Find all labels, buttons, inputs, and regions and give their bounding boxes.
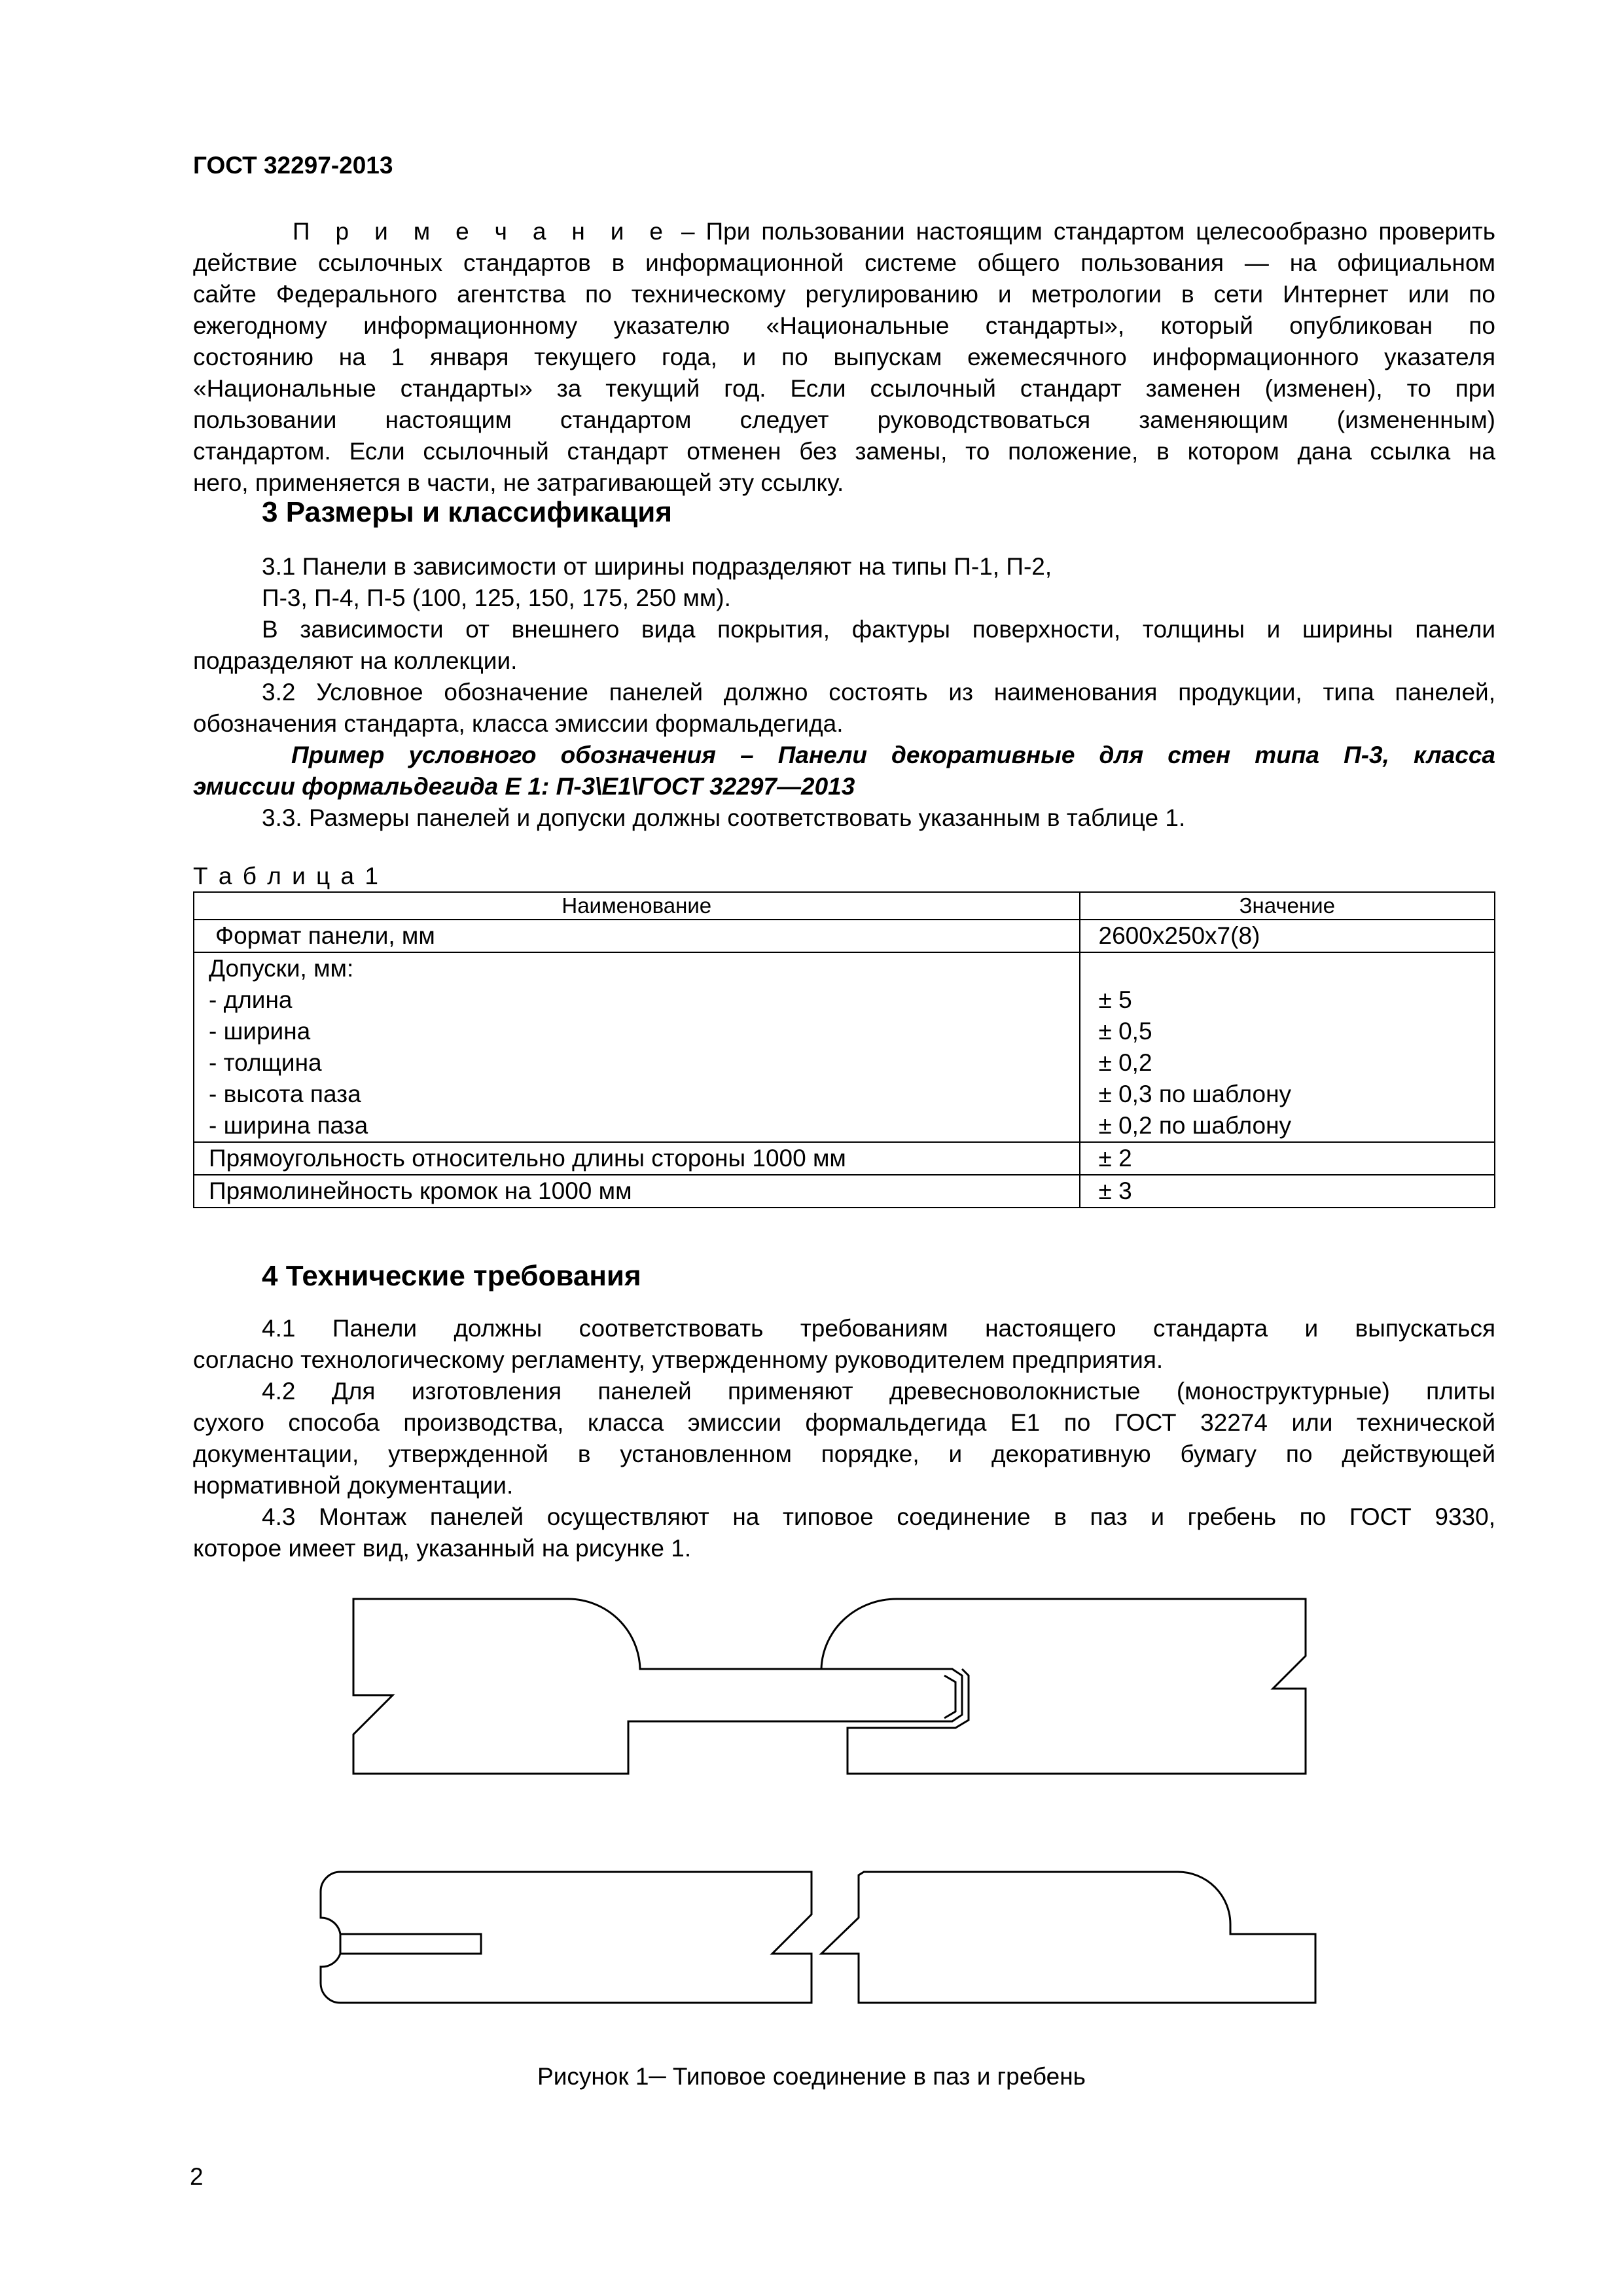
figure-caption: Рисунок 1─ Типовое соединение в паз и гребень [537, 2063, 1086, 2090]
bottom-left-panel [321, 1872, 812, 2003]
note-line-5: состоянию на 1 января текущего года, и по выпускам ежемесячного информационного указателя [193, 344, 1495, 370]
paragraph-4-3-line-2: которое имеет вид, указанный на рисунке 1. [193, 1535, 692, 1562]
document-header: ГОСТ 32297-2013 [193, 152, 393, 179]
paragraph-3-1b-line-1: В зависимости от внешнего вида покрытия, фактуры поверхности, толщины и ширины панели [262, 616, 1495, 643]
table-caption: Т а б л и ц а 1 [193, 863, 380, 889]
paragraph-4-1-line-2: согласно технологическому регламенту, утвержденному руководителем предприятия. [193, 1346, 1164, 1373]
note-line-9: него, применяется в части, не затрагивающей эту ссылку. [193, 469, 844, 496]
paragraph-3-1-line-2: П-3, П-4, П-5 (100, 125, 150, 175, 250 мм). [262, 584, 731, 611]
note-line-4: ежегодному информационному указателю «Национальные стандарты», который опубликован по [193, 312, 1495, 339]
note-line-1: П р и м е ч а н и е – При пользовании настоящим стандартом целесообразно проверить [293, 218, 1496, 245]
table-cell-value: 2600х250х7(8) [1080, 920, 1495, 952]
note-line-2: действие ссылочных стандартов в информационной системе общего пользования — на официальном [193, 249, 1495, 276]
table-cell-name: Допуски, мм: - длина - ширина - толщина - высота паза - ширина паза [194, 952, 1080, 1142]
table-cell-value: ± 2 [1080, 1142, 1495, 1175]
paragraph-4-2-line-4: нормативной документации. [193, 1472, 514, 1499]
table-cell-name: Прямолинейность кромок на 1000 мм [194, 1175, 1080, 1208]
note-line-3: сайте Федерального агентства по техническому регулированию и метрологии в сети Интернет или по [193, 281, 1495, 308]
paragraph-4-2-line-3: документации, утвержденной в установленном порядке, и декоративную бумагу по действующей [193, 1441, 1495, 1467]
paragraph-4-2-line-2: сухого способа производства, класса эмиссии формальдегида Е1 по ГОСТ 32274 или технической [193, 1409, 1495, 1436]
bottom-right-panel [821, 1872, 1315, 2003]
table-header-name: Наименование [194, 892, 1080, 920]
table-cell-value: ± 5 ± 0,5 ± 0,2 ± 0,3 по шаблону ± 0,2 по шаблону [1080, 952, 1495, 1142]
top-left-panel [353, 1599, 962, 1774]
note-line-6: «Национальные стандарты» за текущий год. Если ссылочный стандарт заменен (изменен), то при [193, 375, 1495, 402]
note-line-8: стандартом. Если ссылочный стандарт отменен без замены, то положение, в котором дана ссылка на [193, 438, 1495, 465]
top-right-panel [821, 1599, 1306, 1774]
paragraph-3-2-line-2: обозначения стандарта, класса эмиссии формальдегида. [193, 710, 844, 737]
tongue-inner-edge [944, 1676, 955, 1718]
example-line-1: Пример условного обозначения – Панели декоративные для стен типа П-3, класса [291, 742, 1495, 768]
paragraph-4-2-line-1: 4.2 Для изготовления панелей применяют древесноволокнистые (моноструктурные) плиты [262, 1378, 1495, 1405]
paragraph-4-1-line-1: 4.1 Панели должны соответствовать требованиям настоящего стандарта и выпускаться [262, 1315, 1495, 1342]
note-label: П р и м е ч а н и е [293, 218, 671, 245]
bottom-left-groove [340, 1934, 481, 1954]
table-cell-name: Формат панели, мм [194, 920, 1080, 952]
paragraph-3-1-line-1: 3.1 Панели в зависимости от ширины подразделяют на типы П-1, П-2, [262, 553, 1052, 580]
table-cell-value: ± 3 [1080, 1175, 1495, 1208]
paragraph-4-3-line-1: 4.3 Монтаж панелей осуществляют на типовое соединение в паз и гребень по ГОСТ 9330, [262, 1503, 1495, 1530]
paragraph-3-1b-line-2: подразделяют на коллекции. [193, 647, 518, 674]
section-4-title: 4 Технические требования [262, 1260, 641, 1292]
paragraph-3-3: 3.3. Размеры панелей и допуски должны соответствовать указанным в таблице 1. [262, 804, 1186, 831]
example-line-2: эмиссии формальдегида Е 1: П-3\Е1\ГОСТ 32297—2013 [193, 773, 855, 800]
table-header-value: Значение [1080, 892, 1495, 920]
note-line-7: пользовании настоящим стандартом следует руководствоваться заменяющим (измененным) [193, 406, 1495, 433]
section-3-title: 3 Размеры и классификация [262, 496, 672, 528]
paragraph-3-2-line-1: 3.2 Условное обозначение панелей должно состоять из наименования продукции, типа панелей, [262, 679, 1495, 706]
table-cell-name: Прямоугольность относительно длины стороны 1000 мм [194, 1142, 1080, 1175]
page-number: 2 [190, 2163, 204, 2190]
